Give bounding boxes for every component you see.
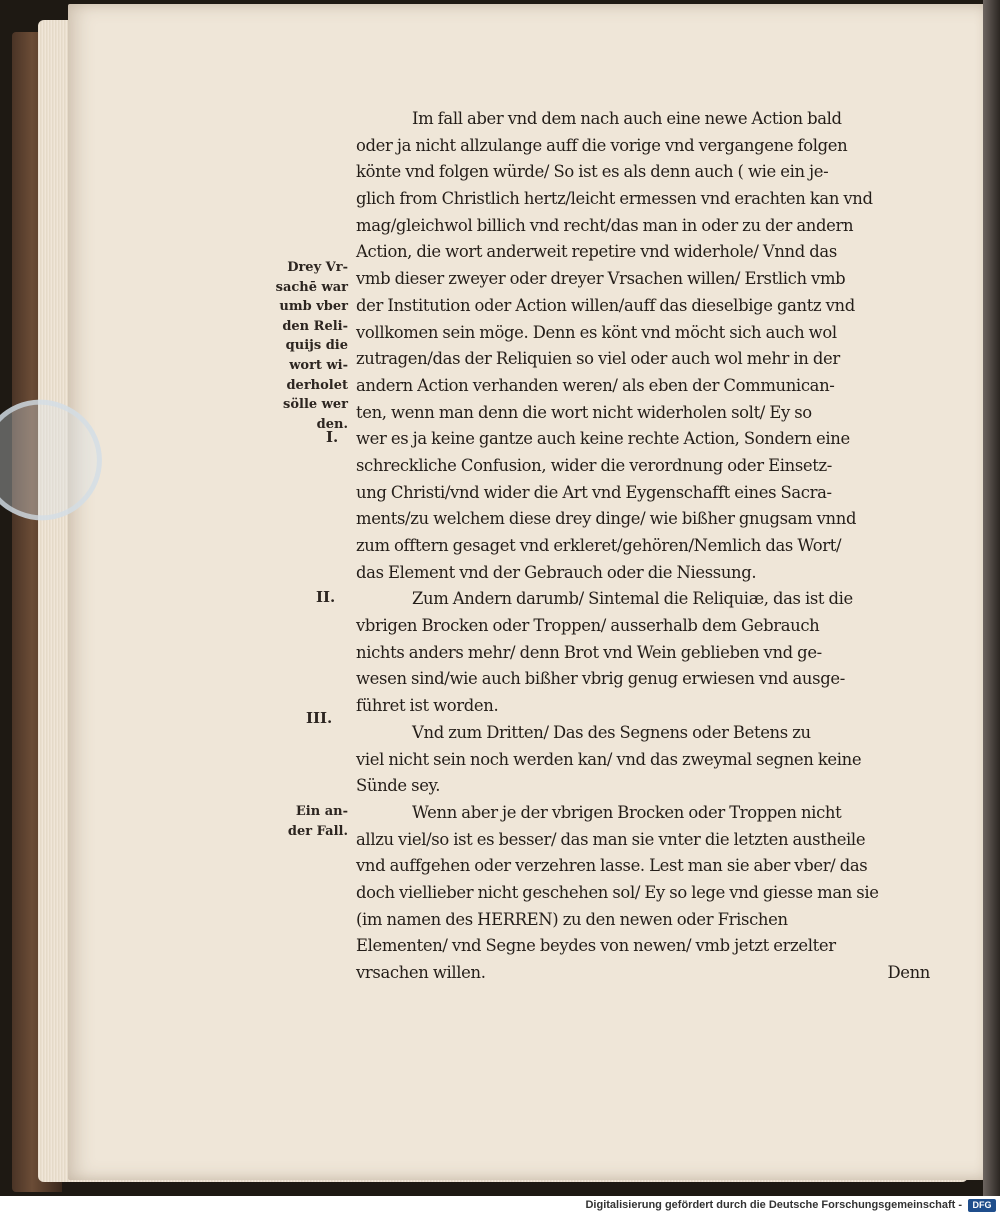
text-line: führet ist worden. [356,696,499,716]
margin-note-line: den Reli- [282,318,348,334]
text-line: glich from Christlich hertz/leicht ermessen vnd erachten kan vnd [356,189,873,209]
margin-note-line: Drey Vr- [287,260,348,275]
numeral-one: I. [326,428,339,446]
margin-note-line: der Fall. [287,824,348,839]
text-line: ments/zu welchem diese drey dinge/ wie bißher gnugsam vnnd [356,509,857,529]
text-line: vmb dieser zweyer oder dreyer Vrsachen willen/ Erstlich vmb [356,269,846,289]
text-line: vnd auffgehen oder verzehren lasse. Lest man sie aber vber/ das [356,856,868,876]
text-line: der Institution oder Action willen/auff das dieselbige gantz vnd [356,295,855,315]
last-text-line: vrsachen willen. [356,963,486,982]
catchword: Denn [887,963,930,982]
main-text-block [356,106,936,987]
text-line: vollkomen sein möge. Denn es könt vnd möcht sich auch wol [356,322,837,342]
text-line: nichts anders mehr/ denn Brot vnd Wein geblieben vnd ge- [356,642,822,662]
text-line: könte vnd folgen würde/ So ist es als denn auch ( wie ein je- [356,162,829,182]
text-line: Wenn aber je der vbrigen Brocken oder Troppen nicht [412,802,842,822]
numeral-three: III. [306,709,333,727]
margin-note-line: derholet [286,377,348,393]
margin-note-other-case [262,802,348,842]
numeral-two: II. [316,588,336,606]
text-line: wesen sind/wie auch bißher vbrig genug erwiesen vnd ausge- [356,669,845,689]
text-line: schreckliche Confusion, wider die verordnung oder Einsetz- [356,455,832,475]
margin-note-line: umb vber [279,299,348,315]
text-line: (im namen des HERREN) zu den newen oder Frischen [356,909,788,929]
text-line: Zum Andern darumb/ Sintemal die Reliquiæ, das ist die [412,589,853,609]
text-line: Sünde sey. [356,776,441,796]
text-line: ung Christi/vnd wider die Art vnd Eygenschafft eines Sacra- [356,482,832,502]
text-line: viel nicht sein noch werden kan/ vnd das zweymal segnen keine [356,749,862,769]
text-line: das Element vnd der Gebrauch oder die Niessung. [356,562,757,582]
funding-credit: Digitalisierung gefördert durch die Deutsche Forschungsgemeinschaft - [585,1199,962,1211]
page-right-edge [983,0,1000,1196]
margin-note-line: sachē war [275,279,348,295]
text-line: oder ja nicht allzulange auff die vorige vnd vergangene folgen [356,135,848,155]
dfg-logo: DFG [968,1199,996,1212]
text-line: Im fall aber vnd dem nach auch eine newe Action bald [412,109,842,128]
margin-note-line: quijs die [285,338,348,354]
text-line: doch viellieber nicht geschehen sol/ Ey so lege vnd giesse man sie [356,882,879,902]
text-line: zum offtern gesaget vnd erkleret/gehören/Nemlich das Wort/ [356,536,842,555]
text-line: vbrigen Brocken oder Troppen/ ausserhalb dem Gebrauch [356,616,820,636]
text-line: allzu viel/so ist es besser/ das man sie vnter die letzten austheile [356,829,866,849]
margin-note-line: den. [316,416,348,432]
text-line: Elementen/ vnd Segne beydes von newen/ vmb jetzt erzelter [356,936,836,956]
text-line: zutragen/das der Reliquien so viel oder auch wol mehr in der [356,349,840,369]
text-line: andern Action verhanden weren/ als eben der Communican- [356,375,835,395]
footer-bar [0,1196,1000,1215]
margin-note-line: Ein an- [295,804,348,819]
margin-note-line: sölle wer [283,397,348,413]
text-line: Vnd zum Dritten/ Das des Segnens oder Betens zu [412,722,811,742]
text-line: ten, wenn man denn die wort nicht widerholen solt/ Ey so [356,402,812,422]
margin-note-reasons [262,258,348,434]
text-line: wer es ja keine gantze auch keine rechte Action, Sondern eine [356,429,850,449]
text-line: Action, die wort anderweit repetire vnd widerhole/ Vnnd das [356,242,837,262]
text-line [356,960,936,987]
margin-note-line: wort wi- [289,357,348,373]
text-line: mag/gleichwol billich vnd recht/das man in oder zu der andern [356,215,854,235]
